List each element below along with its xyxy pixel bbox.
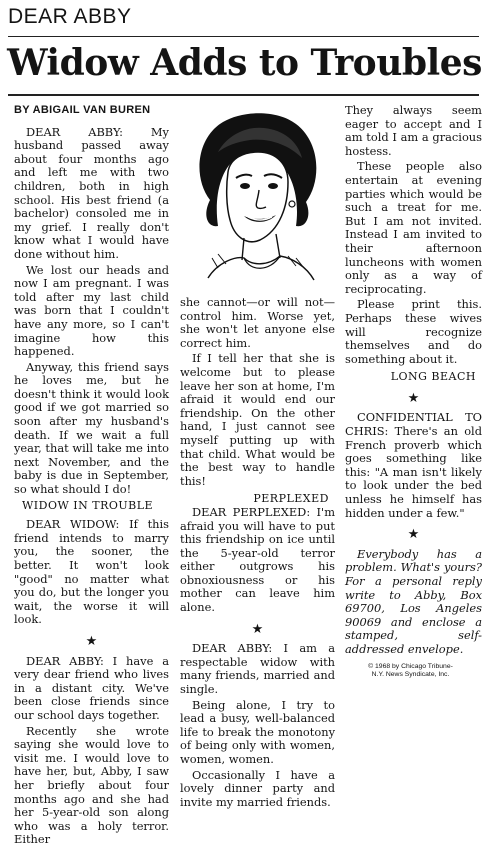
star-separator: ★	[407, 390, 420, 406]
letter-paragraph: If I tell her that she is welcome but to please leave her son at home, I'm afraid it would end our friendship. On the other hand, I just cannot see myself putting up with that child. What would be the best way to handle this!	[180, 351, 335, 488]
reply-paragraph: DEAR PERPLEXED: I'm afraid you will have to put this friendship on ice until the 5-year-old terror either outgrows his obnoxiousness or his mother can leave him alone.	[180, 504, 335, 615]
letter-signature: LONG BEACH	[390, 370, 476, 384]
copyright-notice	[339, 663, 482, 679]
letter-paragraph: she cannot—or will not—control him. Worse yet, she won't let anyone else correct him.	[180, 295, 335, 350]
reply-paragraph: DEAR WIDOW: If this friend intends to marry you, the sooner, the better. It won't look "good" no matter what you do, but the longer you wait, the worse it will look.	[14, 517, 169, 627]
copyright-line: N.Y. News Syndicate, Inc.	[371, 670, 450, 678]
star-separator: ★	[251, 621, 264, 637]
star-separator: ★	[85, 633, 98, 649]
letter-paragraph: DEAR ABBY: I have a very dear friend who lives in a distant city. We've been close friends since our school days together.	[14, 653, 169, 722]
letter-paragraph: We lost our heads and now I am pregnant. I was told after my last child was born that I couldn't have any more, so I can't imagine how this happened.	[14, 262, 169, 359]
divider	[8, 94, 479, 96]
letter-signature: PERPLEXED	[253, 492, 329, 506]
columnist-portrait-illustration	[188, 108, 326, 286]
letter-paragraph: Being alone, I try to lead a busy, well-balanced life to break the monotony of being only with women, women, women.	[180, 697, 335, 766]
letter-paragraph: They always seem eager to accept and I am told I am a gracious hostess.	[345, 103, 482, 158]
letter-paragraph: These people also entertain at evening parties which would be such a treat for me. But I am not invited. Instead I am invited to their afternoon luncheons with women only as a way of reciprocating.	[345, 159, 482, 296]
byline: BY ABIGAIL VAN BUREN	[14, 104, 151, 116]
column-1	[14, 104, 169, 847]
letter-paragraph: Anyway, this friend says he loves me, but he doesn't think it would look good if we got married so soon after my husband's death. If we wait a full year, that will take me into next November, and the baby is due in September, so what should I do!	[14, 359, 169, 497]
star-separator: ★	[407, 527, 420, 543]
headline: Widow Adds to Troubles	[7, 42, 482, 84]
letter-paragraph: Occasionally I have a lovely dinner party and invite my married friends.	[180, 767, 335, 809]
copyright-line: © 1968 by Chicago Tribune-	[368, 662, 453, 670]
letter-paragraph: Recently she wrote saying she would love to visit me. I would love to have her, but, Abby, I saw her briefly about four months ago and she had her 5-year-old son along who was a holy terror. Either	[14, 723, 169, 847]
closing-note: Everybody has a problem. What's yours? For a personal reply write to Abby, Box 69700, Los Angeles 90069 and enclose a stamped, self-addressed envelope.	[345, 546, 482, 656]
divider	[8, 36, 479, 37]
confidential-note: CONFIDENTIAL TO CHRIS: There's an old French proverb which goes something like this: "A man isn't likely to look under the bed unless he himself has hidden under a few."	[345, 410, 482, 520]
letter-paragraph: DEAR ABBY: My husband passed away about four months ago and left me with two children, both in high school. His best friend (a bachelor) consoled me in my grief. I really don't know what I would have done without him.	[14, 124, 169, 261]
column-3	[345, 104, 482, 679]
letter-paragraph: Please print this. Perhaps these wives will recognize themselves and do something about it.	[345, 297, 482, 366]
letter-paragraph: DEAR ABBY: I am a respectable widow with many friends, married and single.	[180, 641, 335, 697]
column-2	[180, 296, 335, 809]
column-kicker: DEAR ABBY	[8, 5, 132, 28]
letter-signature: WIDOW IN TROUBLE	[22, 498, 154, 512]
